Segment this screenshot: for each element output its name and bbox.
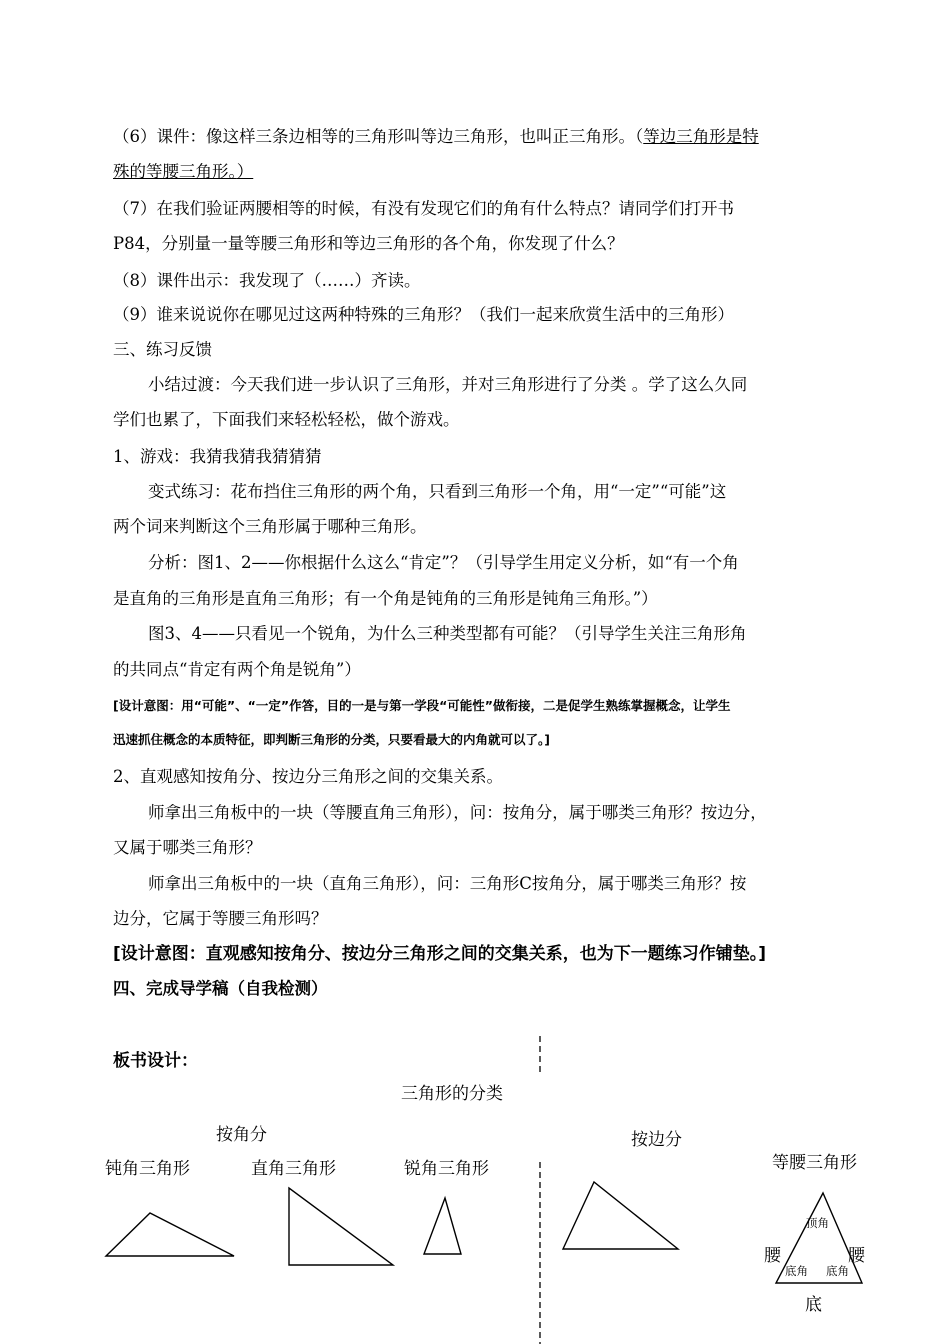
isosceles-triangle-shape — [776, 1193, 862, 1283]
paragraph-9: （9）谁来说说你在哪见过这两种特殊的三角形？（我们一起来欣赏生活中的三角形） — [113, 305, 734, 324]
teacher-q1-line2: 又属于哪类三角形？ — [113, 838, 262, 857]
design-intent-1-line1: [设计意图：用“可能”、“一定”作答，目的一是与第一学段“可能性”做衔接，二是促学生熟练掌握概念，让学生 — [113, 698, 731, 713]
obtuse-triangle-label: 钝角三角形 — [105, 1159, 190, 1179]
isosceles-triangle-label: 等腰三角形 — [772, 1153, 857, 1173]
analysis2-line2: 的共同点“肯定有两个角是锐角”） — [113, 660, 361, 679]
p6-text: （6）课件：像这样三条边相等的三角形叫等边三角形，也叫正三角形。（ — [113, 127, 644, 146]
right-triangle-label: 直角三角形 — [251, 1159, 336, 1179]
teacher-q1-line1: 师拿出三角板中的一块（等腰直角三角形），问：按角分，属于哪类三角形？按边分， — [148, 803, 767, 822]
side-triangle-shape — [563, 1182, 678, 1249]
obtuse-triangle-shape — [106, 1213, 234, 1256]
game-item: 1、游戏：我猜我猜我猜猜猜 — [113, 447, 322, 466]
p6-underlined-1: 等边三角形是特 — [643, 127, 759, 146]
analysis1-line1: 分析：图1、2——你根据什么这么“肯定”？（引导学生用定义分析，如“有一个角 — [148, 553, 739, 572]
teacher-q2-line1: 师拿出三角板中的一块（直角三角形），问：三角形C按角分，属于哪类三角形？按 — [148, 874, 747, 893]
right-triangle-shape — [289, 1188, 393, 1265]
paragraph-8: （8）课件出示：我发现了（……）齐读。 — [113, 271, 421, 290]
board-title: 三角形的分类 — [401, 1084, 503, 1104]
teacher-q2-line2: 边分，它属于等腰三角形吗？ — [113, 909, 328, 928]
leg-left-label: 腰 — [764, 1246, 781, 1266]
variant-line2: 两个词来判断这个三角形属于哪种三角形。 — [113, 517, 427, 536]
analysis2-line1: 图3、4——只看见一个锐角，为什么三种类型都有可能？（引导学生关注三角形角 — [148, 624, 747, 643]
paragraph-7-line2: P84，分别量一量等腰三角形和等边三角形的各个角，你发现了什么？ — [113, 234, 624, 253]
board-heading: 板书设计： — [113, 1051, 198, 1071]
p6-close: ） — [236, 162, 254, 181]
paragraph-7-line1: （7）在我们验证两腰相等的时候，有没有发现它们的角有什么特点？请同学们打开书 — [113, 199, 734, 218]
leg-right-label: 腰 — [848, 1246, 865, 1266]
vertex-angle-label: 顶角 — [806, 1216, 829, 1230]
analysis1-line2: 是直角的三角形是直角三角形；有一个角是钝角的三角形是钝角三角形。”） — [113, 589, 658, 608]
base-label: 底 — [805, 1295, 822, 1315]
base-angle-left-label: 底角 — [785, 1264, 808, 1278]
item-2: 2、直观感知按角分、按边分三角形之间的交集关系。 — [113, 767, 503, 786]
base-angle-right-label: 底角 — [826, 1264, 849, 1278]
section-3-heading: 三、练习反馈 — [113, 340, 212, 359]
section-4-heading: 四、完成导学稿（自我检测） — [113, 979, 328, 998]
design-intent-2: [设计意图：直观感知按角分、按边分三角形之间的交集关系，也为下一题练习作铺垫。] — [113, 944, 767, 964]
summary-line1: 小结过渡：今天我们进一步认识了三角形，并对三角形进行了分类 。学了这么久同 — [148, 375, 748, 394]
variant-line1: 变式练习：花布挡住三角形的两个角，只看到三角形一个角，用“一定”“可能”这 — [148, 482, 727, 501]
by-angle-label: 按角分 — [216, 1125, 267, 1145]
acute-triangle-label: 锐角三角形 — [404, 1159, 489, 1179]
p6-underlined-2: 殊的等腰三角形。 — [113, 162, 237, 181]
design-intent-1-line2: 迅速抓住概念的本质特征，即判断三角形的分类，只要看最大的内角就可以了。] — [113, 732, 550, 747]
summary-line2: 学们也累了，下面我们来轻松轻松，做个游戏。 — [113, 410, 460, 429]
acute-triangle-shape — [424, 1198, 461, 1254]
by-side-label: 按边分 — [631, 1130, 682, 1150]
